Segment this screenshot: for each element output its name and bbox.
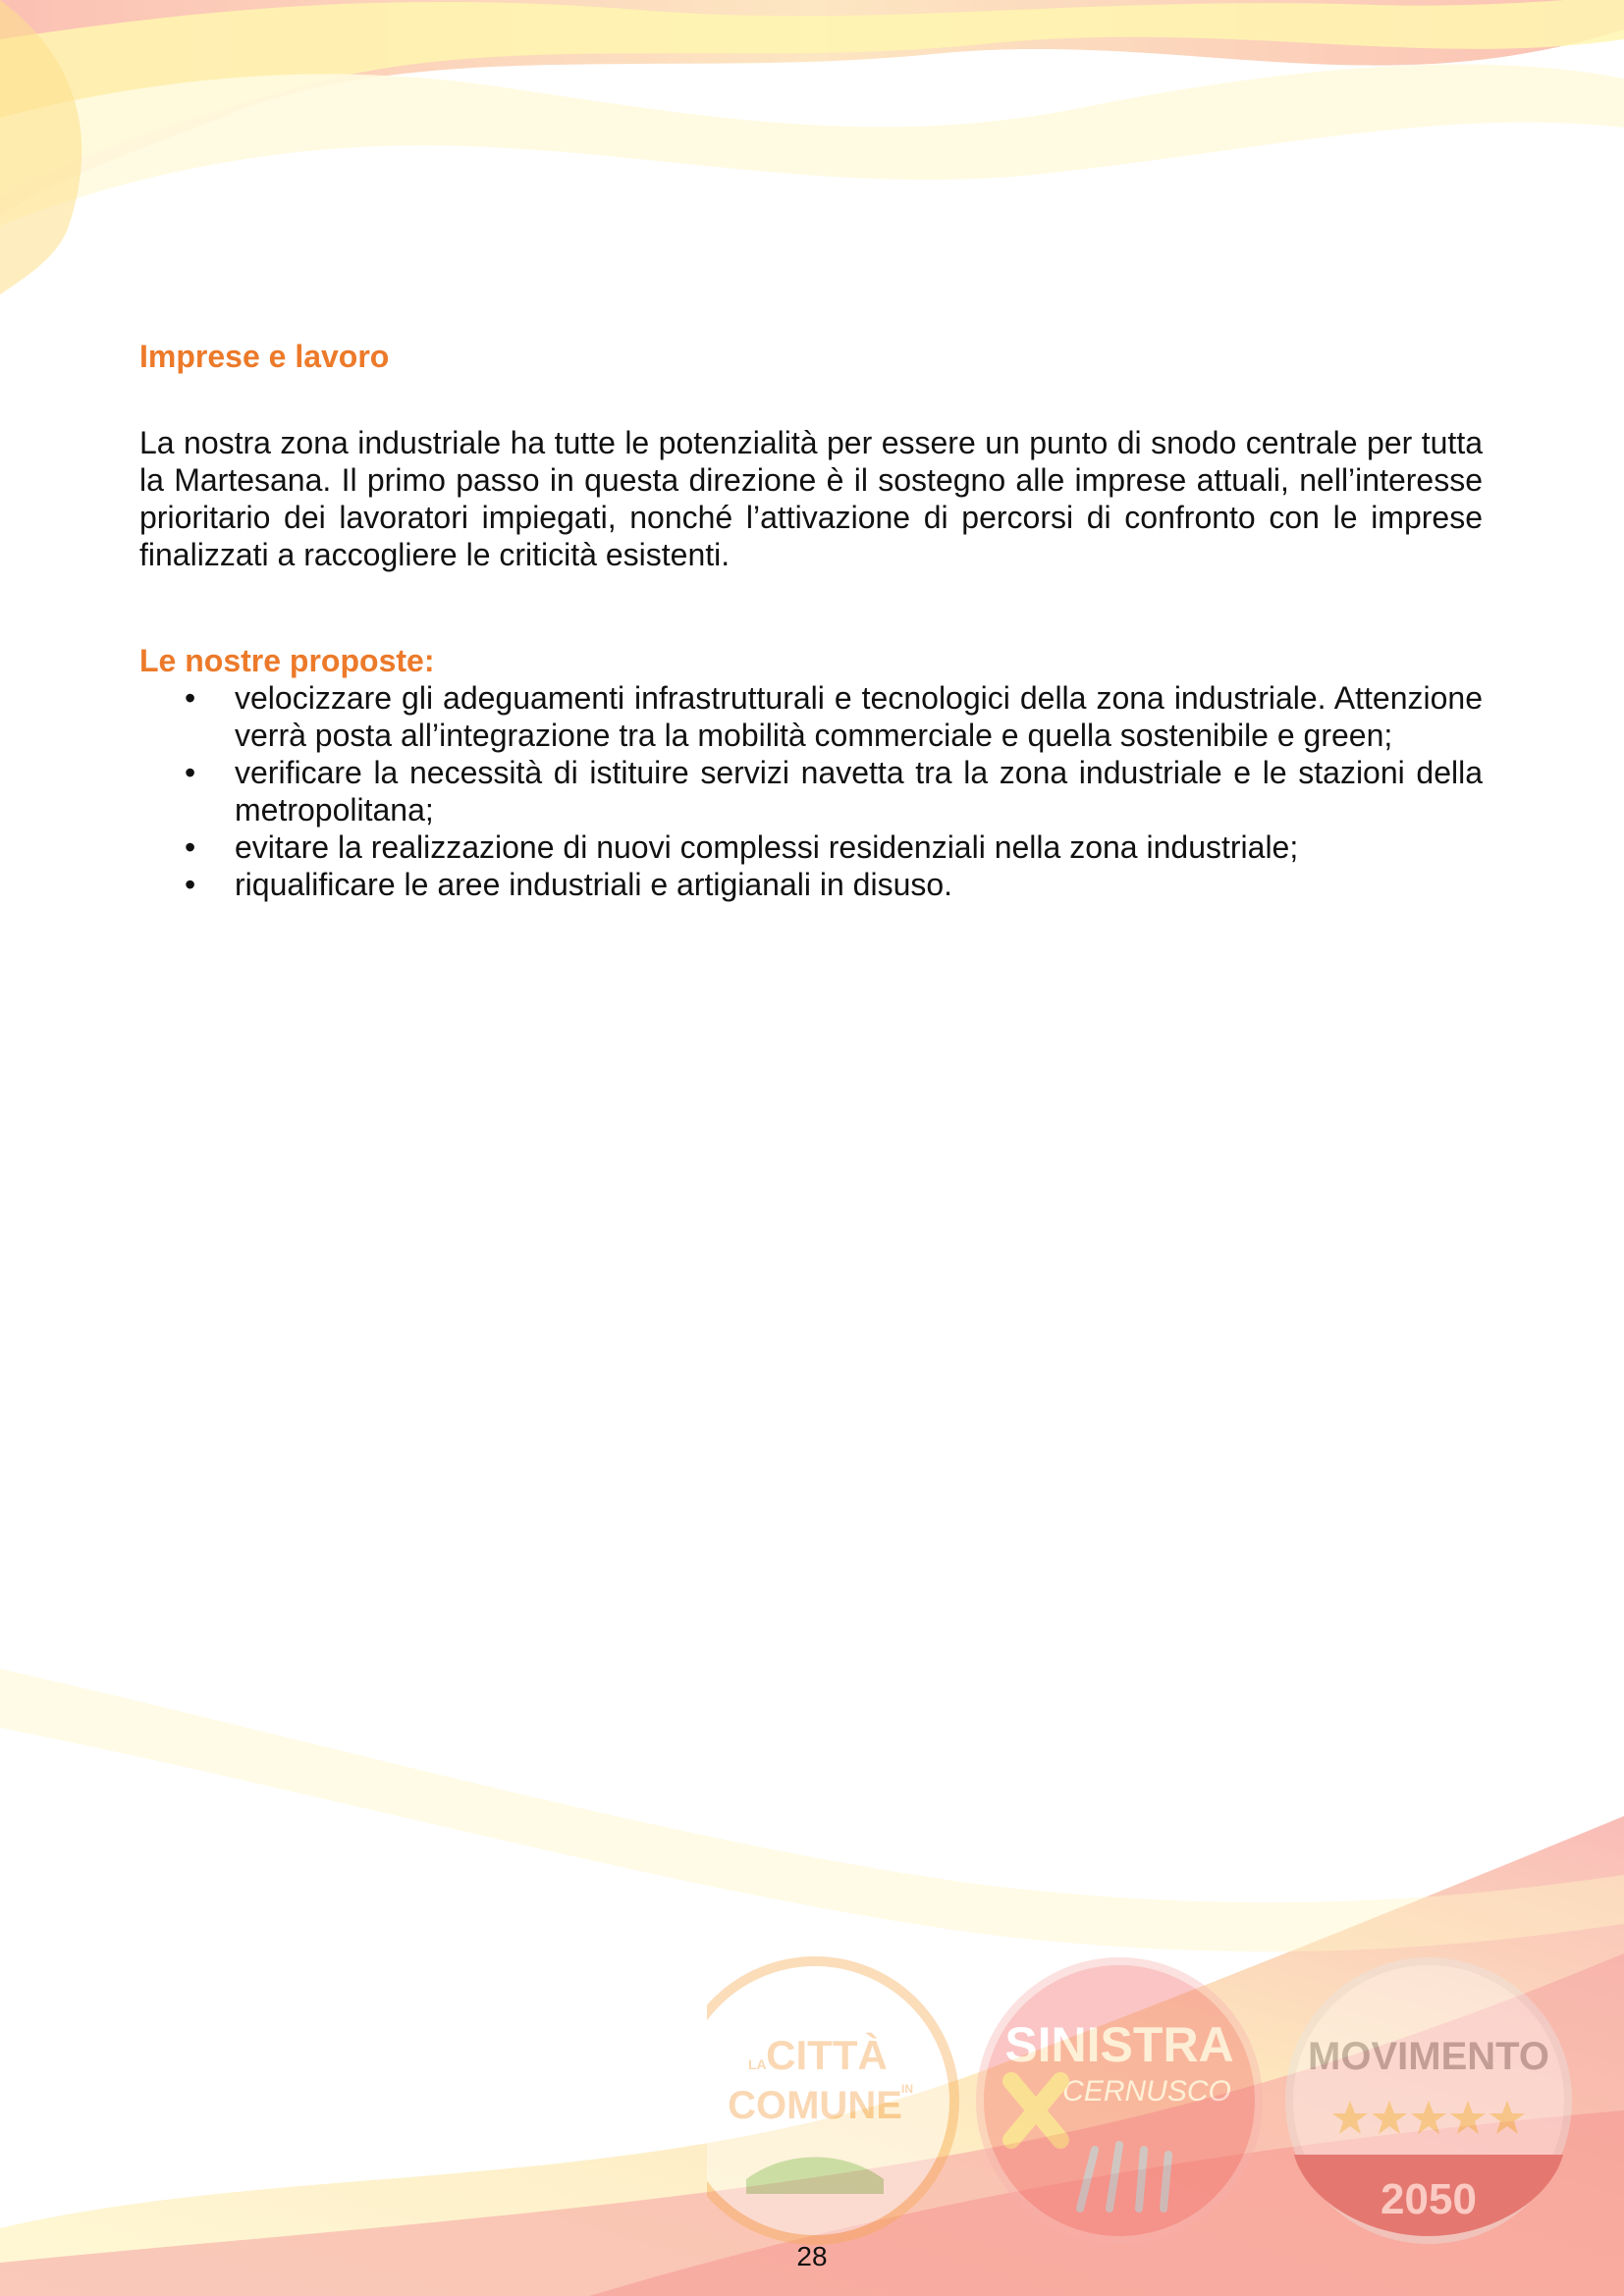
svg-text:CITTÀ: CITTÀ [766, 2032, 888, 2078]
list-item-text: riqualificare le aree industriali e artigianali in disuso. [235, 867, 953, 902]
svg-text:SINISTRA: SINISTRA [1004, 2017, 1234, 2072]
svg-text:IN: IN [901, 2082, 913, 2096]
svg-text:CERNUSCO: CERNUSCO [1062, 2075, 1231, 2108]
list-item [139, 828, 1483, 866]
logo-movimento-2050 [1289, 1961, 1568, 2240]
bullet-icon: • [185, 680, 196, 716]
list-item-text: verificare la necessità di istituire servizi navetta tra la zona industriale e le stazioni della metropolitana; [235, 755, 1483, 828]
bullet-icon: • [185, 867, 196, 902]
section-title: Imprese e lavoro [139, 339, 390, 374]
proposals-title: Le nostre proposte: [139, 643, 435, 678]
svg-text:2050: 2050 [1380, 2175, 1477, 2223]
list-item-text: evitare la realizzazione di nuovi complessi residenziali nella zona industriale; [235, 829, 1299, 865]
svg-text:COMUNE: COMUNE [728, 2084, 902, 2127]
page-number: 28 [796, 2241, 828, 2271]
list-item [139, 754, 1483, 828]
svg-text:LA: LA [748, 2056, 767, 2072]
svg-text:MOVIMENTO: MOVIMENTO [1308, 2035, 1549, 2078]
list-item [139, 866, 1483, 903]
logo-la-citta-in-comune [707, 1961, 954, 2240]
bullet-icon: • [185, 829, 196, 865]
logo-sinistra-cernusco [980, 1961, 1259, 2240]
bullet-icon: • [185, 755, 196, 790]
party-logos [707, 1953, 1610, 2248]
list-item [139, 679, 1483, 754]
intro-paragraph: La nostra zona industriale ha tutte le potenzialità per essere un punto di snodo centrale per tutta la Martesana. Il primo passo in questa direzione è il sostegno alle imprese attuali, nell’interesse prioritario dei lavoratori impiegati, nonché l’attivazione di percorsi di confronto con le imprese finalizzati a raccogliere le criticità esistenti. [139, 425, 1483, 572]
page-content [139, 338, 1483, 903]
proposals-list [139, 679, 1483, 903]
list-item-text: velocizzare gli adeguamenti infrastrutturali e tecnologici della zona industriale. Attenzione verrà posta all’integrazione tra la mobilità commerciale e quella sostenibile e green; [235, 680, 1483, 753]
